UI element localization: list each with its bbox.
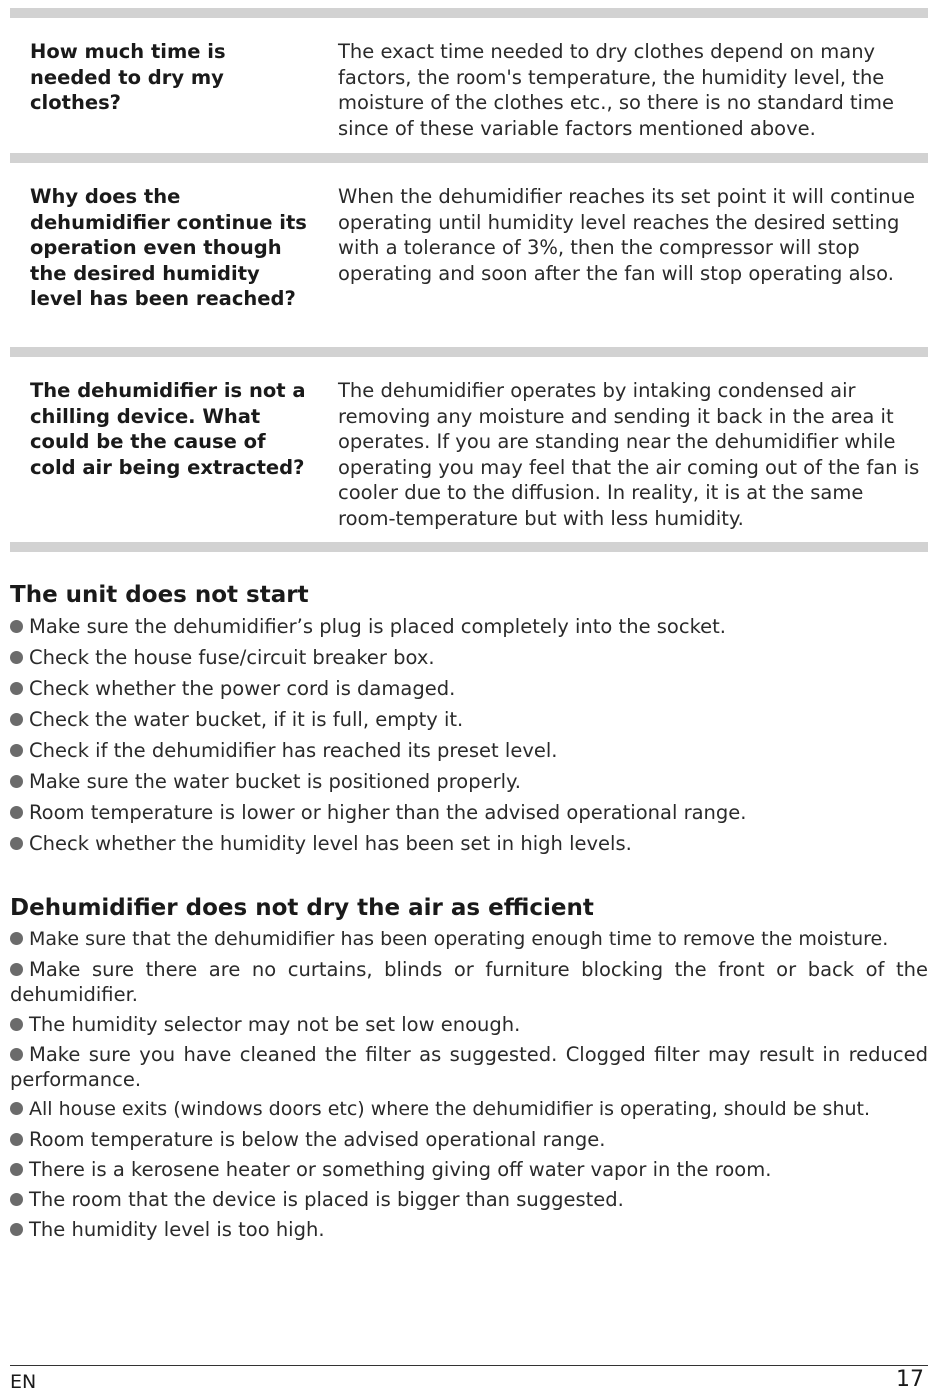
list-item: Room temperature is lower or higher than the advised operational range. xyxy=(10,800,928,825)
faq-row xyxy=(10,163,928,347)
divider-bar xyxy=(10,542,928,552)
faq-answer: When the dehumidifier reaches its set point it will continue operating until humidity level reaches the desired setting with a tolerance of 3%, then the compressor will stop operating and soon after the fan will stop operating also. xyxy=(338,185,915,285)
bullet-icon xyxy=(10,806,23,819)
divider-bar xyxy=(10,347,928,357)
list-item: Check whether the humidity level has been set in high levels. xyxy=(10,831,928,856)
bullet-icon xyxy=(10,744,23,757)
section-unit-does-not-start xyxy=(10,580,928,856)
list-item: Make sure that the dehumidifier has been operating enough time to remove the moisture. xyxy=(10,927,928,952)
section-title: The unit does not start xyxy=(10,582,309,608)
list-item: Make sure you have cleaned the filter as suggested. Clogged filter may result in reduced performance. xyxy=(10,1043,928,1091)
bullet-icon xyxy=(10,932,23,945)
bullet-list xyxy=(10,614,928,856)
list-item: Make sure the dehumidifier’s plug is placed completely into the socket. xyxy=(10,614,928,639)
faq-row xyxy=(10,18,928,153)
bullet-icon xyxy=(10,775,23,788)
faq-table xyxy=(10,8,928,552)
divider-bar xyxy=(10,153,928,163)
list-item: The room that the device is placed is bigger than suggested. xyxy=(10,1187,928,1212)
bullet-icon xyxy=(10,1102,23,1115)
list-item: Check the house fuse/circuit breaker box. xyxy=(10,645,928,670)
bullet-icon xyxy=(10,682,23,695)
bullet-icon xyxy=(10,963,23,976)
bullet-icon xyxy=(10,1163,23,1176)
list-item: Check if the dehumidifier has reached its preset level. xyxy=(10,738,928,763)
bullet-icon xyxy=(10,651,23,664)
section-not-efficient xyxy=(10,893,928,1242)
list-item: All house exits (windows doors etc) where the dehumidifier is operating, should be shut. xyxy=(10,1097,928,1122)
list-item: Room temperature is below the advised operational range. xyxy=(10,1127,928,1152)
footer-language: EN xyxy=(10,1371,37,1393)
divider-bar xyxy=(10,8,928,18)
faq-question: The dehumidifier is not a chilling device. What could be the cause of cold air being extracted? xyxy=(30,379,306,479)
list-item: Make sure there are no curtains, blinds or furniture blocking the front or back of the dehumidifier. xyxy=(10,958,928,1006)
footer-divider xyxy=(10,1365,928,1366)
list-item: Check whether the power cord is damaged. xyxy=(10,676,928,701)
bullet-icon xyxy=(10,1018,23,1031)
list-item: There is a kerosene heater or something giving off water vapor in the room. xyxy=(10,1157,928,1182)
faq-question: Why does the dehumidifier continue its operation even though the desired humidity level has been reached? xyxy=(30,185,307,310)
faq-answer: The dehumidifier operates by intaking condensed air removing any moisture and sending it back in the area it operates. If you are standing near the dehumidifier while operating you may feel that the air coming out of the fan is cooler due to the diffusion. In reality, it is at the same room-temperature but with less humidity. xyxy=(338,379,920,530)
list-item: The humidity level is too high. xyxy=(10,1217,928,1242)
faq-row xyxy=(10,357,928,542)
bullet-icon xyxy=(10,837,23,850)
faq-answer: The exact time needed to dry clothes depend on many factors, the room's temperature, the humidity level, the moisture of the clothes etc., so there is no standard time since of these variable factors mentioned above. xyxy=(338,40,894,140)
bullet-icon xyxy=(10,620,23,633)
list-item: The humidity selector may not be set low enough. xyxy=(10,1012,928,1037)
bullet-list xyxy=(10,927,928,1242)
bullet-icon xyxy=(10,1048,23,1061)
list-item: Check the water bucket, if it is full, empty it. xyxy=(10,707,928,732)
list-item: Make sure the water bucket is positioned properly. xyxy=(10,769,928,794)
bullet-icon xyxy=(10,1193,23,1206)
section-title: Dehumidifier does not dry the air as efficient xyxy=(10,895,594,921)
bullet-icon xyxy=(10,1223,23,1236)
page-number: 17 xyxy=(896,1367,924,1392)
bullet-icon xyxy=(10,1133,23,1146)
bullet-icon xyxy=(10,713,23,726)
faq-question: How much time is needed to dry my clothes? xyxy=(30,40,226,114)
